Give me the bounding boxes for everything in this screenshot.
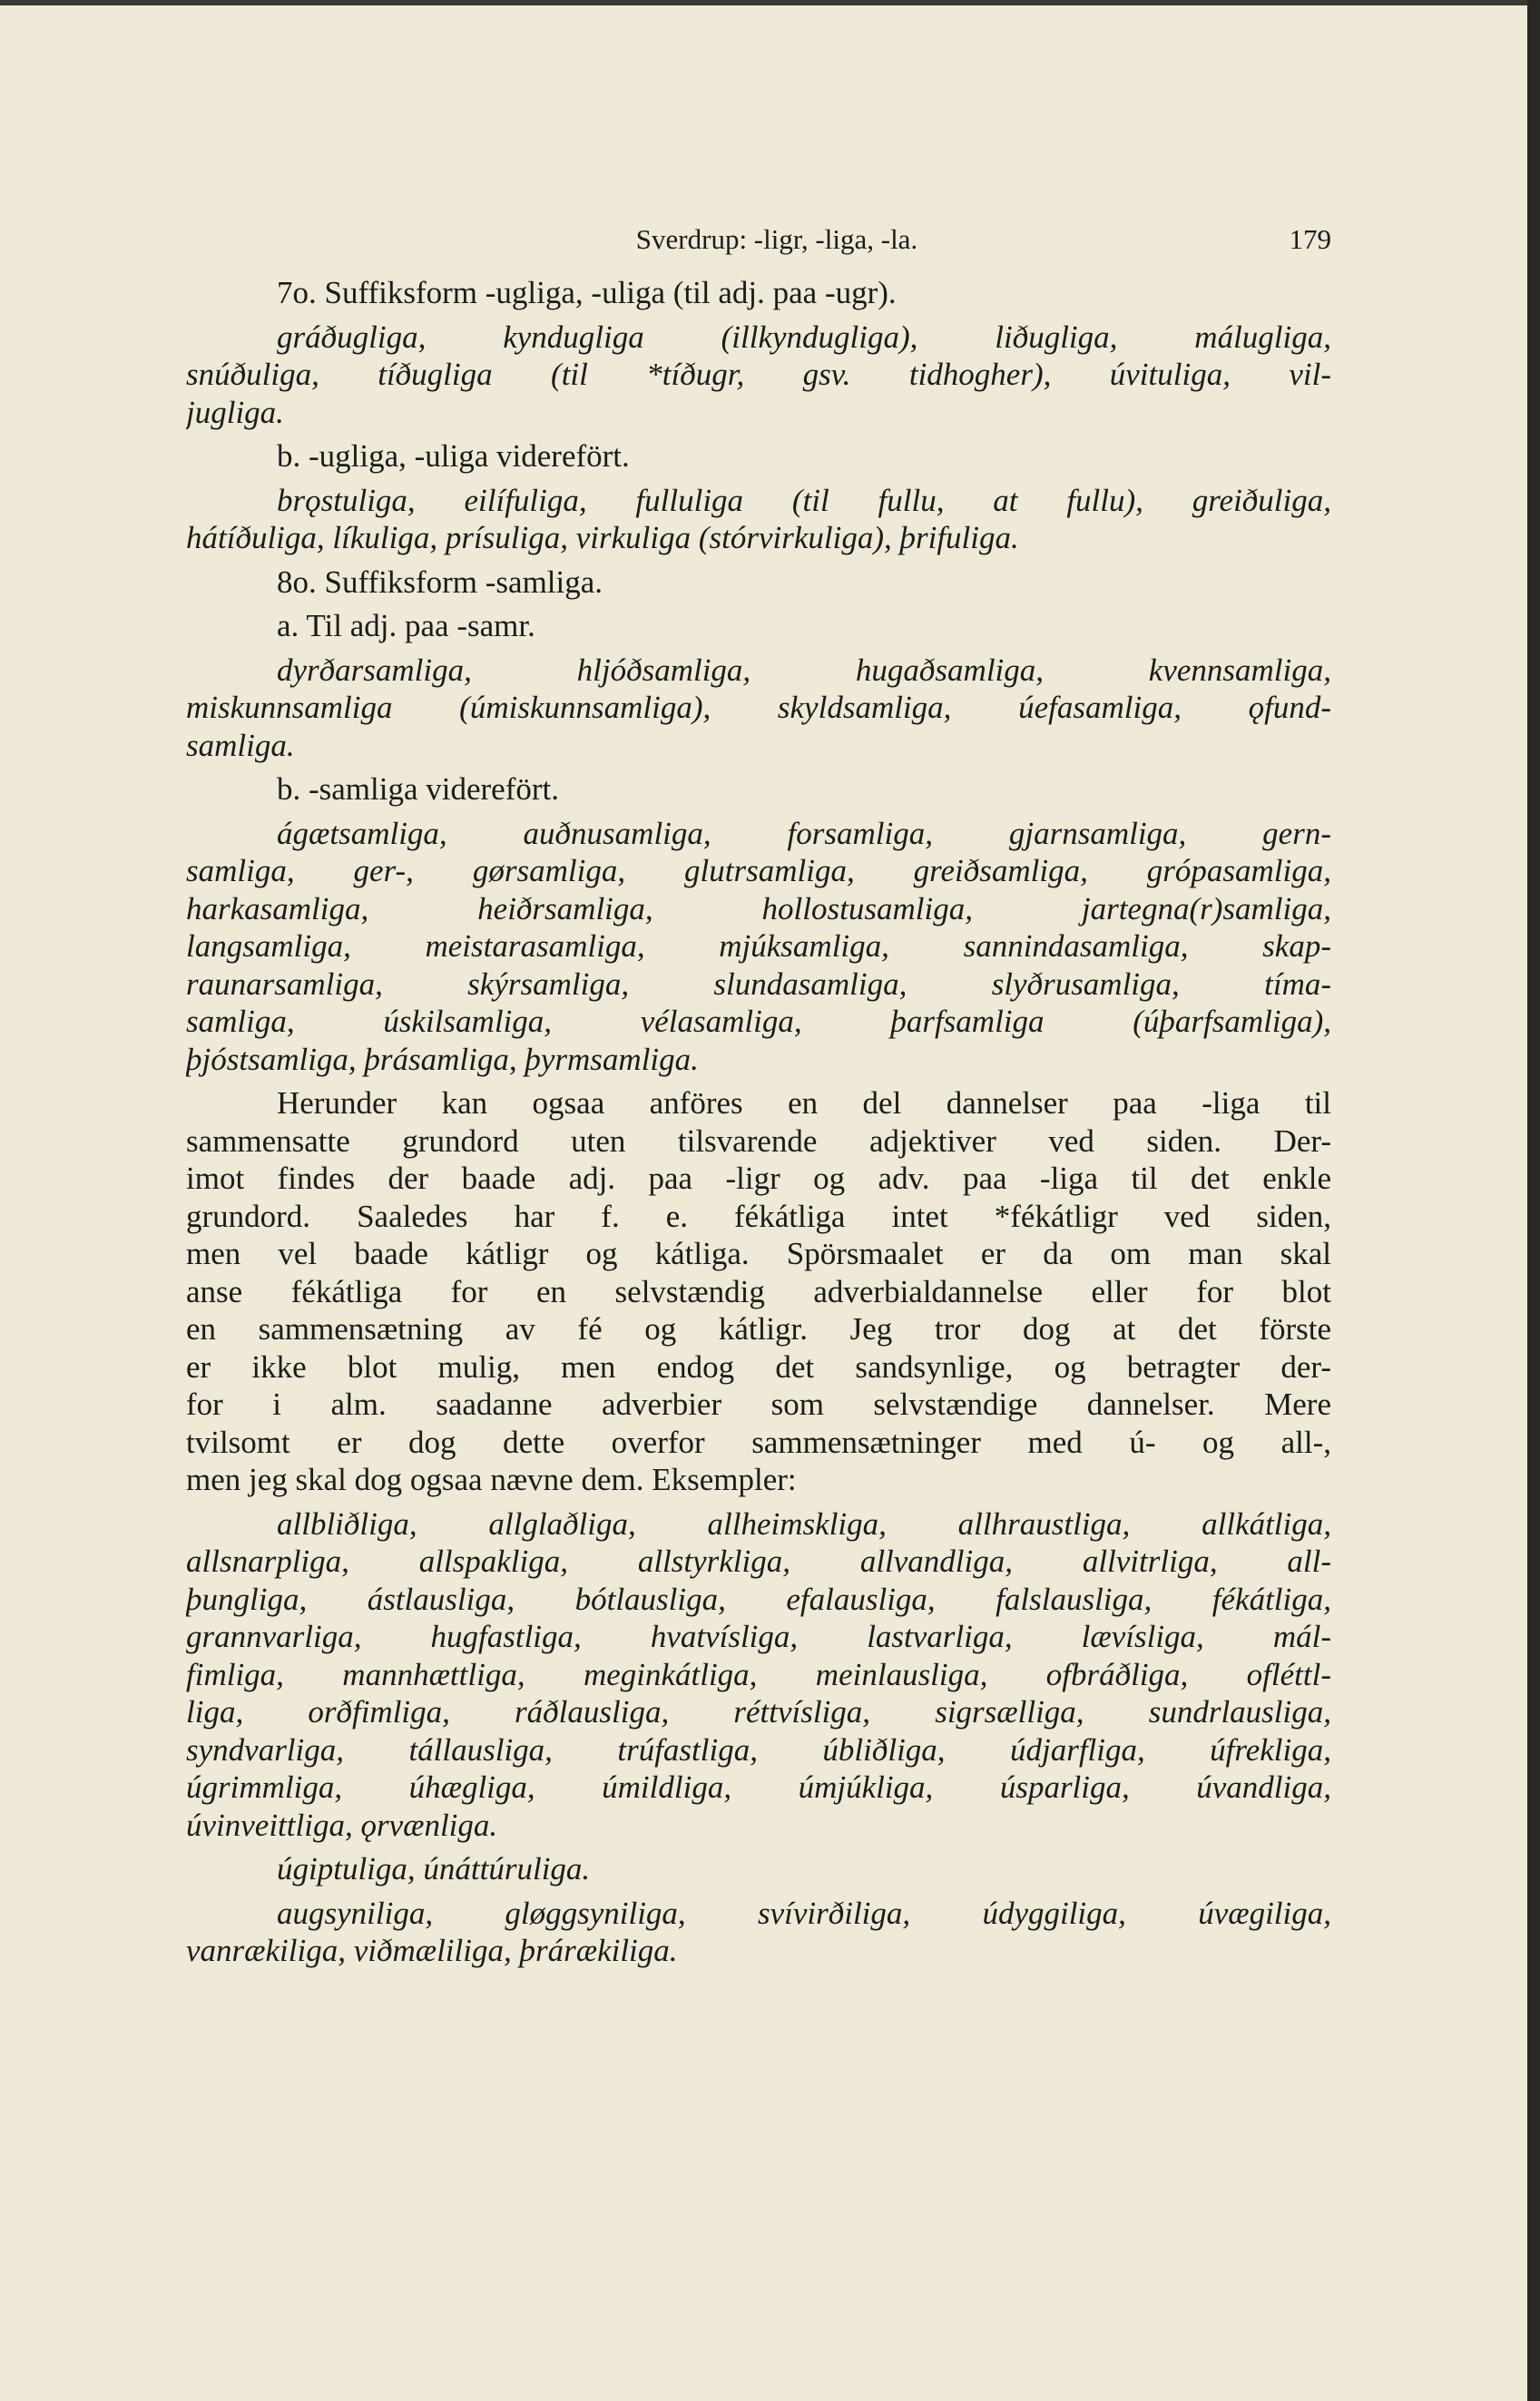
example-word-list <box>186 1895 1331 1970</box>
text-line: men jeg skal dog ogsaa nævne dem. Eksempler: <box>186 1462 797 1497</box>
text-line: snúðuliga, tíðugliga (til *tíðugr, gsv. tidhogher), úvituliga, vil- <box>186 357 1331 392</box>
text-line: allbliðliga, allglaðliga, allheimskliga, allhraustliga, allkátliga, <box>277 1505 1331 1542</box>
text-line: fimliga, mannhættliga, meginkátliga, meinlausliga, ofbráðliga, ofléttl- <box>186 1656 1331 1692</box>
text-line: b. -ugliga, -uliga viderefört. <box>277 438 630 474</box>
section-heading <box>186 274 1331 312</box>
text-line: miskunnsamliga (úmiskunnsamliga), skyldsamliga, úefasamliga, ǫfund- <box>186 690 1331 725</box>
text-line: raunarsamliga, skýrsamliga, slundasamliga, slyðrusamliga, tíma- <box>186 965 1331 1002</box>
text-line: þjóstsamliga, þrásamliga, þyrmsamliga. <box>186 1041 699 1077</box>
running-title: Sverdrup: -ligr, -liga, -la. <box>635 223 918 255</box>
page-number: 179 <box>1289 223 1331 255</box>
section-heading <box>186 564 1331 602</box>
text-line: for i alm. saadanne adverbier som selvstændige dannelser. Mere <box>186 1387 1331 1422</box>
text-line: grundord. Saaledes har f. e. fékátliga intet *fékátligr ved siden, <box>186 1198 1331 1234</box>
text-line: liga, orðfimliga, ráðlausliga, réttvísliga, sigrsælliga, sundrlausliga, <box>186 1694 1331 1730</box>
text-line: a. Til adj. paa -samr. <box>277 608 535 643</box>
example-word-list <box>186 1505 1331 1845</box>
body-paragraph <box>186 1084 1331 1499</box>
text-line: þungliga, ástlausliga, bótlausliga, efalausliga, falslausliga, fékátliga, <box>186 1581 1331 1617</box>
subsection-heading <box>186 437 1331 475</box>
text-line: er ikke blot mulig, men endog det sandsynlige, og betragter der- <box>186 1348 1331 1385</box>
text-line: ágætsamliga, auðnusamliga, forsamliga, gjarnsamliga, gern- <box>277 815 1331 851</box>
text-line: augsyniliga, gløggsyniliga, svívirðiliga, údyggiliga, úvægiliga, <box>277 1895 1331 1931</box>
text-line: jugliga. <box>186 394 284 430</box>
subsection-heading <box>186 607 1331 645</box>
text-line: 8o. Suffiksform -samliga. <box>277 564 603 600</box>
scan-right-edge <box>1527 0 1540 2401</box>
text-line: syndvarliga, tállausliga, trúfastliga, úbliðliga, údjarfliga, úfrekliga, <box>186 1731 1331 1768</box>
text-line: allsnarpliga, allspakliga, allstyrkliga, allvandliga, allvitrliga, all- <box>186 1544 1331 1579</box>
text-line: sammensatte grundord uten tilsvarende adjektiver ved siden. Der- <box>186 1122 1331 1159</box>
text-line: tvilsomt er dog dette overfor sammensætninger med ú- og all-, <box>186 1424 1331 1460</box>
text-line: dyrðarsamliga, hljóðsamliga, hugaðsamliga, kvennsamliga, <box>277 652 1331 688</box>
text-line: en sammensætning av fé og kátligr. Jeg tror dog at det förste <box>186 1311 1331 1347</box>
example-word-list <box>186 652 1331 765</box>
example-word-list <box>186 815 1331 1079</box>
text-line: b. -samliga viderefört. <box>277 771 560 807</box>
text-line: samliga. <box>186 727 295 763</box>
text-line: imot findes der baade adj. paa -ligr og adv. paa -liga til det enkle <box>186 1161 1331 1196</box>
text-line: Herunder kan ogsaa anföres en del dannelser paa -liga til <box>277 1085 1331 1121</box>
scan-top-edge <box>0 0 1540 5</box>
example-word-list <box>186 482 1331 557</box>
example-word-list <box>186 1850 1331 1888</box>
text-line: gráðugliga, kyndugliga (illkyndugliga), liðugliga, málugliga, <box>277 318 1331 355</box>
text-line: úvinveittliga, ǫrvænliga. <box>186 1807 498 1843</box>
subsection-heading <box>186 770 1331 808</box>
text-line: grannvarliga, hugfastliga, hvatvísliga, lastvarliga, lævísliga, mál- <box>186 1619 1331 1654</box>
text-line: hátíðuliga, líkuliga, prísuliga, virkuliga (stórvirkuliga), þrifuliga. <box>186 520 1019 555</box>
text-line: 7o. Suffiksform -ugliga, -uliga (til adj. paa -ugr). <box>277 275 897 310</box>
text-line: úgiptuliga, únáttúruliga. <box>277 1851 591 1886</box>
text-line: úgrimmliga, úhægliga, úmildliga, úmjúkliga, úsparliga, úvandliga, <box>186 1769 1331 1805</box>
text-line: men vel baade kátligr og kátliga. Spörsmaalet er da om man skal <box>186 1236 1331 1271</box>
text-line: harkasamliga, heiðrsamliga, hollostusamliga, jartegna(r)samliga, <box>186 890 1331 926</box>
text-line: samliga, ger-, gørsamliga, glutrsamliga, greiðsamliga, grópasamliga, <box>186 853 1331 888</box>
text-line: samliga, úskilsamliga, vélasamliga, þarfsamliga (úþarfsamliga), <box>186 1004 1331 1039</box>
text-column <box>186 223 1331 1976</box>
text-line: brǫstuliga, eilífuliga, fulluliga (til fullu, at fullu), greiðuliga, <box>277 482 1331 518</box>
text-line: langsamliga, meistarasamliga, mjúksamliga, sannindasamliga, skap- <box>186 928 1331 964</box>
page-body <box>186 274 1331 1970</box>
running-header <box>186 223 1331 274</box>
text-line: vanrækiliga, viðmæliliga, þrárækiliga. <box>186 1933 678 1968</box>
example-word-list <box>186 318 1331 432</box>
text-line: anse fékátliga for en selvstændig adverbialdannelse eller for blot <box>186 1273 1331 1309</box>
